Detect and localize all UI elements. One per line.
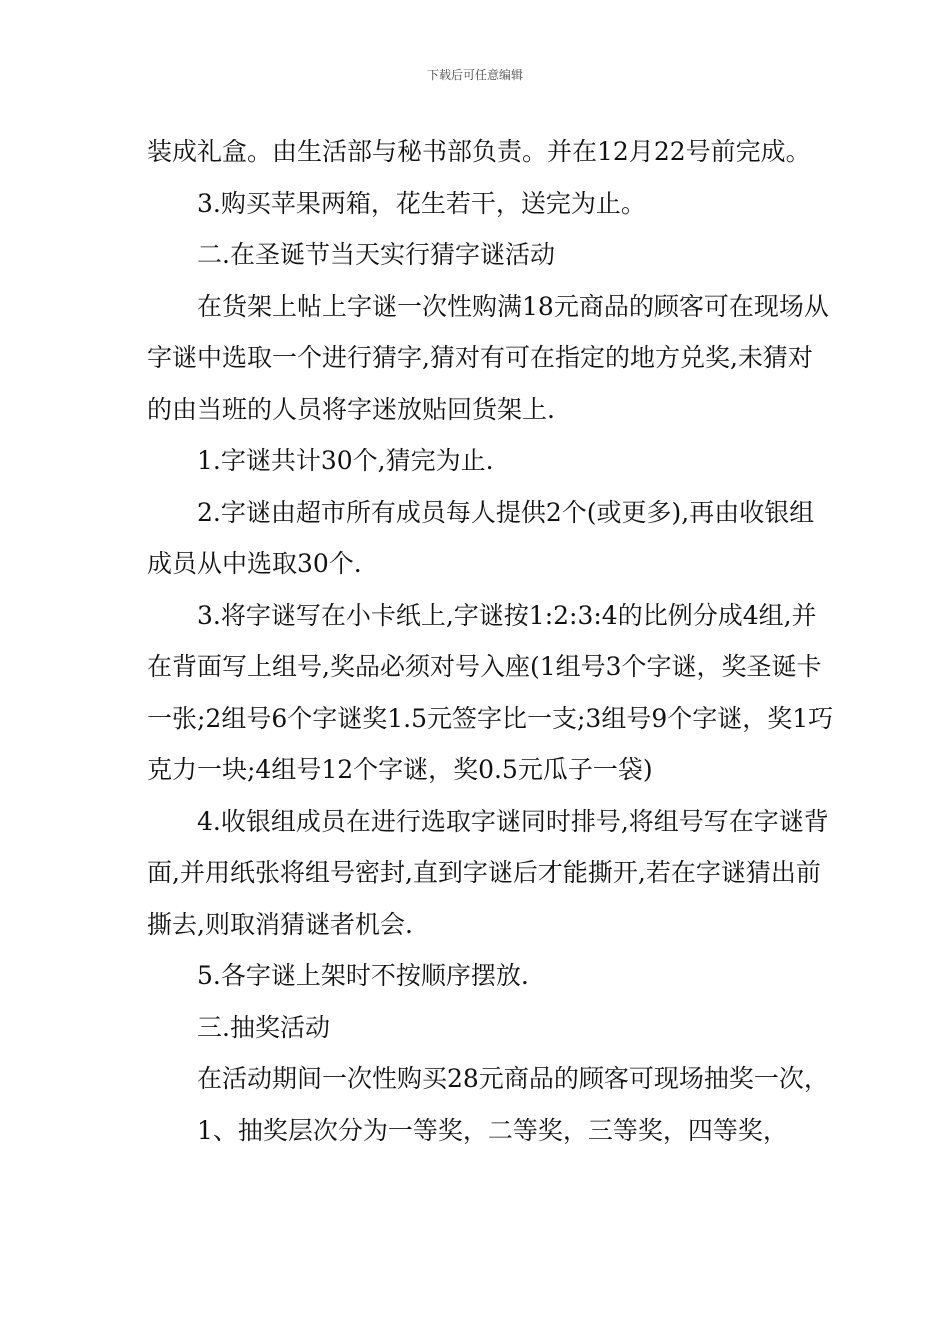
paragraph-riddle-item-3: 3.将字谜写在小卡纸上,字谜按1:2:3:4的比例分成4组,并在背面写上组号,奖品必须对号入座(1组号3个字谜，奖圣诞卡一张;2组号6个字谜奖1.5元签字比一支;3组号9个字谜，奖1巧克力一块;4组号12个字谜，奖0.5元瓜子一袋): [147, 600, 834, 784]
paragraph-continued: 装成礼盒。由生活部与秘书部负责。并在12月22号前完成。: [147, 137, 811, 166]
section-heading-lottery: 三.抽奖活动: [197, 1012, 330, 1042]
paragraph-riddle-intro: 在货架上帖上字谜一次性购满18元商品的顾客可在现场从字谜中选取一个进行猜字,猜对有可在指定的地方兑奖,未猜对的由当班的人员将字迷放贴回货架上.: [147, 291, 829, 424]
paragraph-lottery-item-1: 1、抽奖层次分为一等奖，二等奖，三等奖，四等奖，: [197, 1115, 788, 1145]
paragraph-lottery-intro: 在活动期间一次性购买28元商品的顾客可现场抽奖一次，: [197, 1064, 829, 1093]
paragraph-riddle-item-1: 1.字谜共计30个,猜完为止.: [197, 446, 494, 475]
paragraph-riddle-item-2: 2.字谜由超市所有成员每人提供2个(或更多),再由收银组成员从中选取30个.: [147, 497, 815, 578]
page-header-note: 下载后可任意编辑: [426, 68, 523, 82]
section-heading-riddle: 二.在圣诞节当天实行猜字谜活动: [197, 240, 555, 269]
paragraph-riddle-item-4: 4.收银组成员在进行选取字谜同时排号,将组号写在字谜背面,并用纸张将组号密封,直到字谜后才能撕开,若在字谜猜出前撕去,则取消猜谜者机会.: [147, 806, 829, 939]
paragraph-item-3-apples: 3.购买苹果两箱，花生若干，送完为止。: [197, 188, 646, 218]
paragraph-riddle-item-5: 5.各字谜上架时不按顺序摆放.: [197, 961, 529, 990]
document-body: [147, 126, 837, 1156]
